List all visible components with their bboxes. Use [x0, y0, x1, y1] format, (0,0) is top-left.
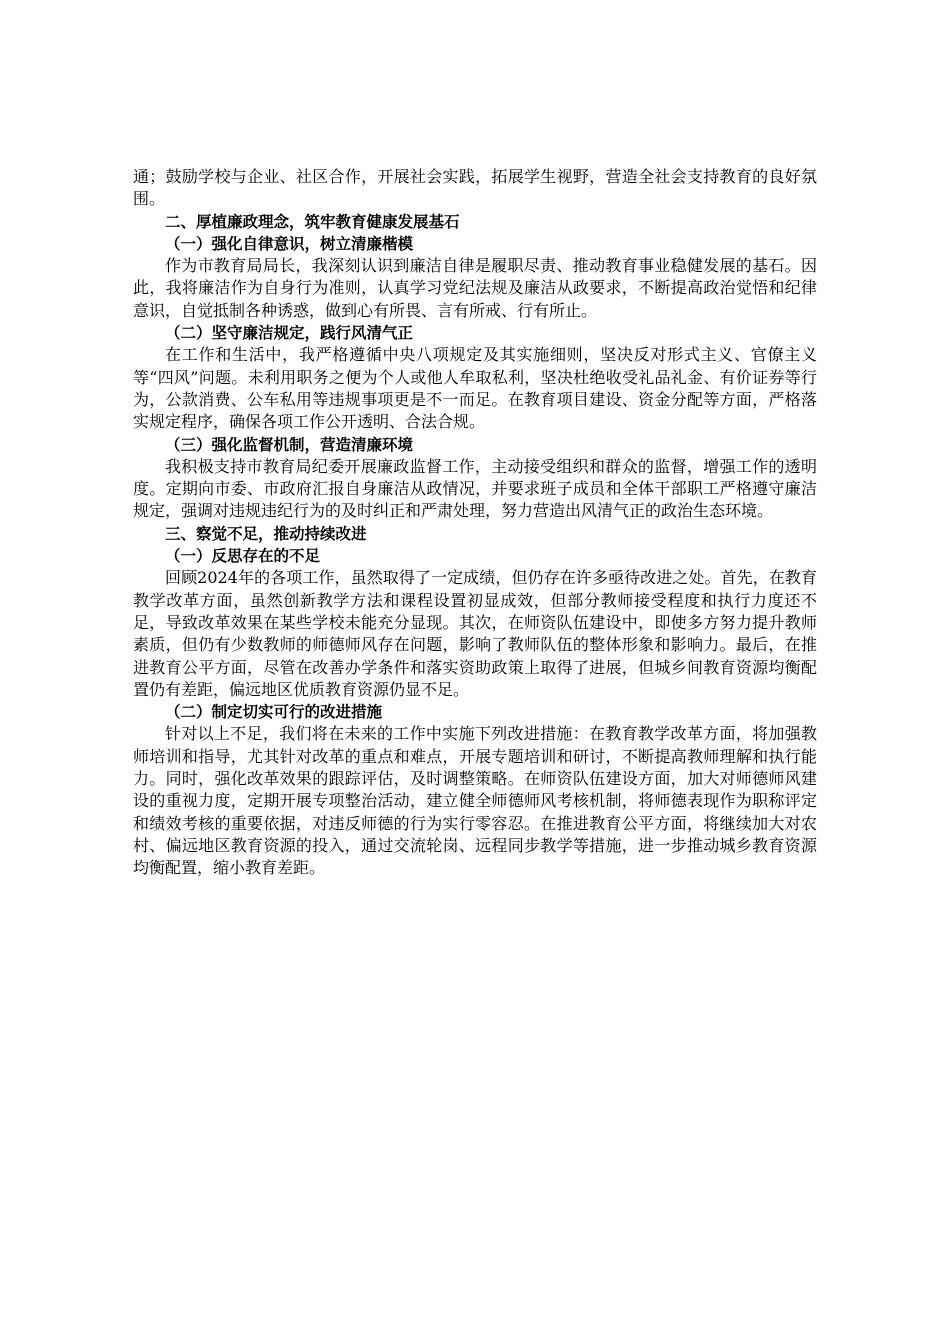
subsection-heading-3-2: （二）制定切实可行的改进措施 — [165, 703, 383, 722]
section-heading-2: 二、厚植廉政理念，筑牢教育健康发展基石 — [165, 212, 460, 231]
paragraph-2-2: 在工作和生活中，我严格遵循中央八项规定及其实施细则，坚决反对形式主义、官僚主义等“四风”问题。未利用职务之便为个人或他人牟取私利，坚决杜绝收受礼品礼金、有价证券等行为，公款消费、公车私用等违规事项更是不一而足。在教育项目建设、资金分配等方面，严格落实规定程序，确保各项工作公开透明、合法合规。 — [133, 345, 817, 432]
document-page — [133, 166, 817, 880]
paragraph-3-2: 针对以上不足，我们将在未来的工作中实施下列改进措施：在教育教学改革方面，将加强教师培训和指导，尤其针对改革的重点和难点，开展专题培训和研讨，不断提高教师理解和执行能力。同时，强化改革效果的跟踪评估，及时调整策略。在师资队伍建设方面，加大对师德师风建设的重视力度，定期开展专项整治活动，建立健全师德师风考核机制，将师德表现作为职称评定和绩效考核的重要依据，对违反师德的行为实行零容忍。在推进教育公平方面，将继续加大对农村、偏远地区教育资源的投入，通过交流轮岗、远程同步教学等措施，进一步推动城乡教育资源均衡配置，缩小教育差距。 — [133, 724, 817, 878]
subsection-heading-2-1: （一）强化自律意识，树立清廉楷模 — [165, 234, 414, 253]
subsection-heading-2-3: （三）强化监督机制，营造清廉环境 — [165, 435, 414, 454]
paragraph-continuation: 通；鼓励学校与企业、社区合作，开展社会实践，拓展学生视野，营造全社会支持教育的良好氛围。 — [133, 167, 817, 209]
paragraph-3-1: 回顾2024年的各项工作，虽然取得了一定成绩，但仍存在许多亟待改进之处。首先，在教育教学改革方面，虽然创新教学方法和课程设置初显成效，但部分教师接受程度和执行力度还不足，导致改革效果在某些学校未能充分显现。其次，在师资队伍建设中，即使多方努力提升教师素质，但仍有少数教师的师德师风存在问题，影响了教师队伍的整体形象和影响力。最后，在推进教育公平方面，尽管在改善办学条件和落实资助政策上取得了进展，但城乡间教育资源均衡配置仍有差距，偏远地区优质教育资源仍显不足。 — [133, 568, 817, 699]
subsection-heading-2-2: （二）坚守廉洁规定，践行风清气正 — [165, 324, 414, 343]
paragraph-2-3: 我积极支持市教育局纪委开展廉政监督工作，主动接受组织和群众的监督，增强工作的透明度。定期向市委、市政府汇报自身廉洁从政情况，并要求班子成员和全体干部职工严格遵守廉洁规定，强调对违规违纪行为的及时纠正和严肃处理，努力营造出风清气正的政治生态环境。 — [133, 456, 817, 521]
paragraph-2-1: 作为市教育局局长，我深刻认识到廉洁自律是履职尽责、推动教育事业稳健发展的基石。因此，我将廉洁作为自身行为准则，认真学习党纪法规及廉洁从政要求，不断提高政治觉悟和纪律意识，自觉抵制各种诱惑，做到心有所畏、言有所戒、行有所止。 — [133, 256, 817, 320]
subsection-heading-3-1: （一）反思存在的不足 — [165, 547, 321, 566]
section-heading-3: 三、察觉不足，推动持续改进 — [165, 524, 367, 543]
